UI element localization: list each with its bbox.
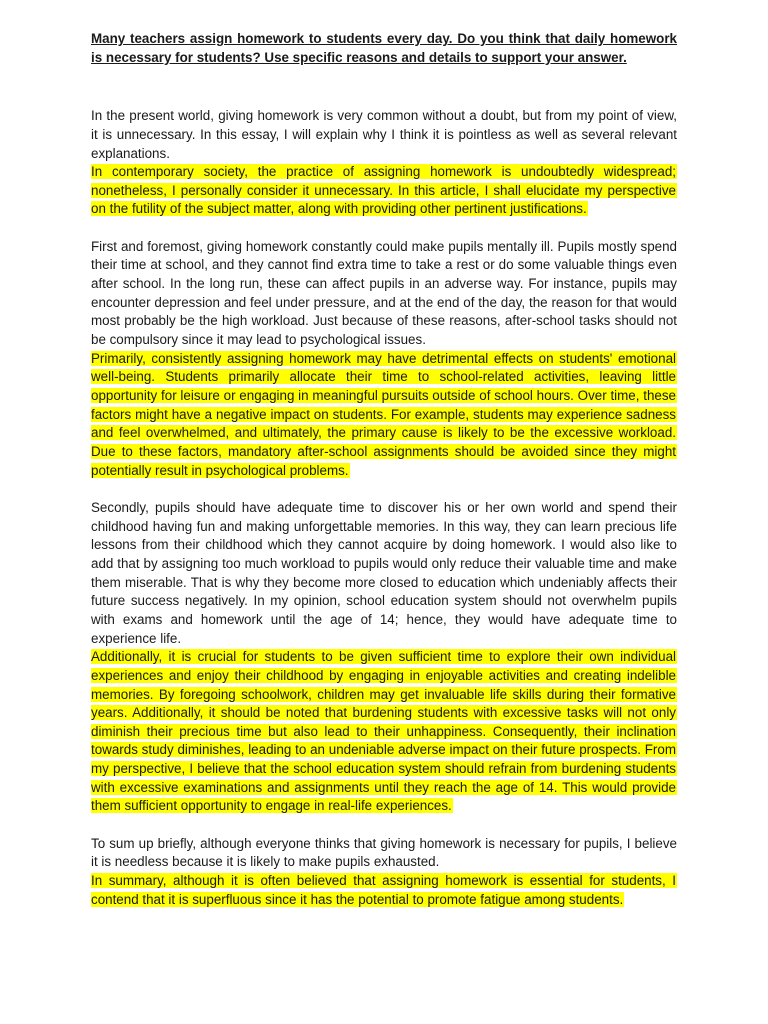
paragraph-gap — [91, 480, 677, 499]
body2-original-paragraph: Secondly, pupils should have adequate time to discover his or her own world and spend their childhood having fun and making unforgettable memories. In this way, they can learn precious life lessons from their childhood which they cannot acquire by doing homework. I would also like to add that by assigning too much workload to pupils would only reduce their valuable time and make them miserable. That is why they become more closed to education which undeniably affects their future success negatively. In my opinion, school education system should not overwhelm pupils with exams and homework until the age of 14; hence, they would have adequate time to experience life. — [91, 499, 677, 646]
body2-revised-highlight: Additionally, it is crucial for students to be given sufficient time to explore their own individual experiences and enjoy their childhood by engaging in enjoyable activities and creating indelible memories. By foregoing schoolwork, children may get invaluable life skills during their formative years. Additionally, it should be noted that burdening students with excessive tasks will not only diminish their precious time but also lead to their unhappiness. Consequently, their inclination towards study diminishes, leading to an undeniable adverse impact on their future prospects. From my perspective, I believe that the school education system should refrain from burdening students with excessive examinations and assignments until they reach the age of 14. This would provide them sufficient opportunity to engage in real-life experiences. — [91, 649, 676, 814]
body1-revised-paragraph — [91, 350, 677, 481]
essay-prompt-title: Many teachers assign homework to students every day. Do you think that daily homework is necessary for students? Use specific reasons and details to support your answer. — [91, 31, 677, 65]
intro-revised-paragraph — [91, 163, 677, 219]
paragraph-gap — [91, 219, 677, 238]
intro-original-paragraph: In the present world, giving homework is very common without a doubt, but from my point of view, it is unnecessary. In this essay, I will explain why I think it is pointless as well as several relevant explanations. — [91, 108, 677, 161]
paragraph-gap — [91, 816, 677, 835]
intro-revised-highlight: In contemporary society, the practice of assigning homework is undoubtedly widespread; nonetheless, I personally consider it unnecessary. In this article, I shall elucidate my perspective on the futility of the subject matter, along with providing other pertinent justifications. — [91, 164, 676, 217]
body2-revised-paragraph — [91, 648, 677, 816]
body1-revised-highlight: Primarily, consistently assigning homework may have detrimental effects on students' emotional well-being. Students primarily allocate their time to school-related activities, leaving little opportunity for leisure or engaging in meaningful pursuits outside of school hours. Over time, these factors might have a negative impact on students. For example, students may experience sadness and feel overwhelmed, and ultimately, the primary cause is likely to be the excessive workload. Due to these factors, mandatory after-school assignments should be avoided since they might potentially result in psychological problems. — [91, 350, 676, 478]
body1-original-paragraph: First and foremost, giving homework constantly could make pupils mentally ill. Pupils mostly spend their time at school, and they cannot find extra time to take a rest or do some valuable things even after school. In the long run, these can affect pupils in an adverse way. For instance, pupils may encounter depression and feel under pressure, and at the end of the day, the reason for that would most probably be the high workload. Just because of these reasons, after-school tasks should not be compulsory since it may lead to psychological issues. — [91, 238, 677, 348]
conclusion-original-paragraph: To sum up briefly, although everyone thinks that giving homework is necessary for pupils, I believe it is needless because it is likely to make pupils exhausted. — [91, 835, 677, 870]
conclusion-revised-highlight: In summary, although it is often believed that assigning homework is essential for students, I contend that it is superfluous since it has the potential to promote fatigue among students. — [91, 873, 676, 907]
conclusion-revised-paragraph — [91, 872, 677, 909]
document-page — [91, 30, 677, 909]
